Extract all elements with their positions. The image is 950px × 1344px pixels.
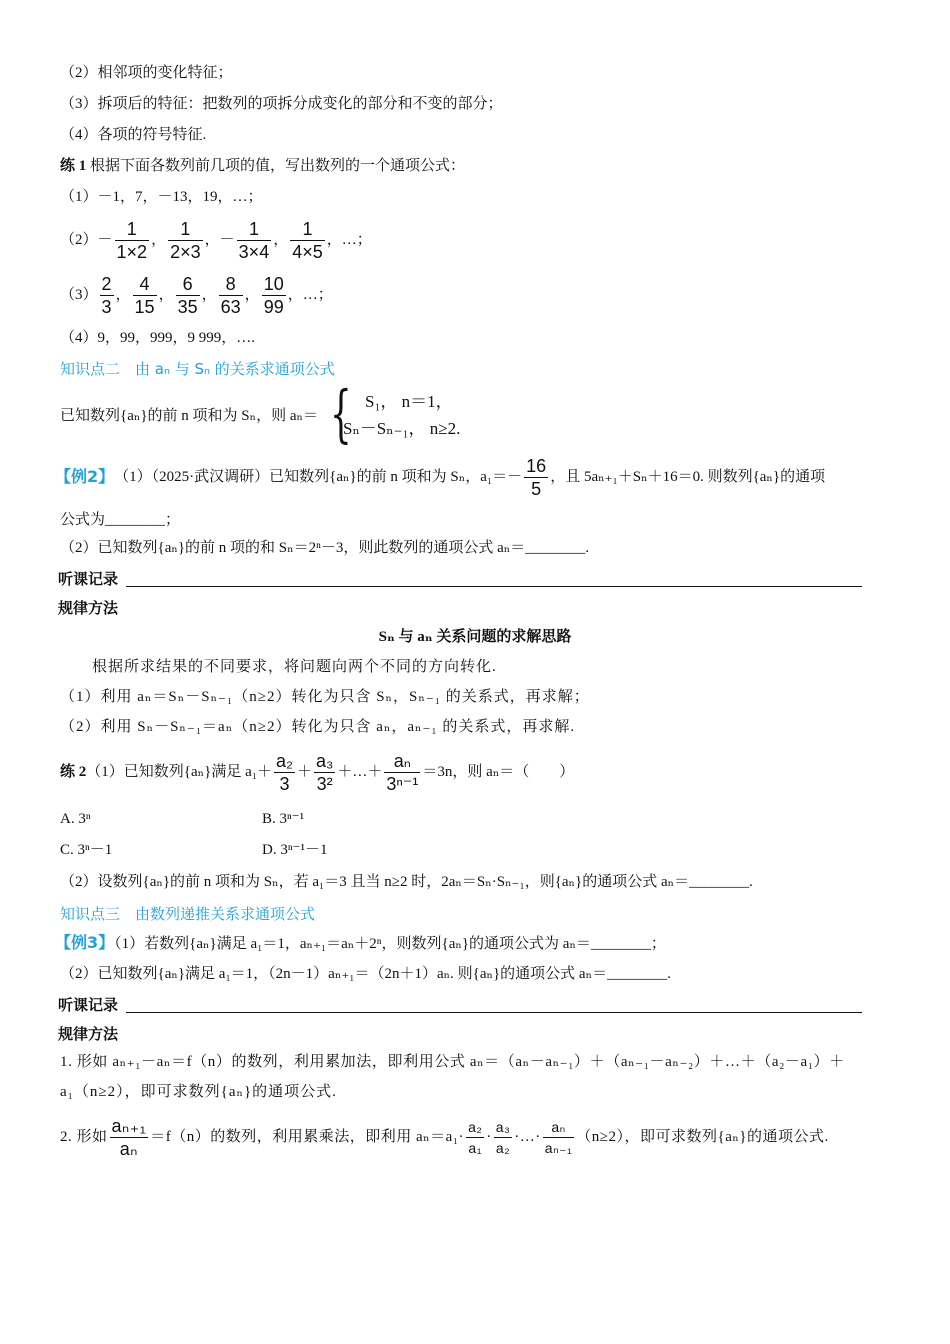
- section-title-kp3: 知识点三 由数列递推关系求通项公式: [60, 905, 316, 923]
- method-line: 根据所求结果的不同要求，将问题向两个不同的方向转化.: [92, 659, 497, 675]
- example-label: 【例3】: [55, 933, 115, 952]
- practice-2-part-2: （2）设数列{aₙ}的前 n 项和为 Sₙ，若 a₁＝3 且当 n≥2 时，2aₙ＝Sₙ·Sₙ₋₁，则{aₙ}的通项公式 aₙ＝________.: [60, 874, 753, 890]
- fraction: [115, 218, 150, 263]
- separator: ，: [115, 287, 131, 303]
- option-d[interactable]: D. 3ⁿ⁻¹－1: [262, 842, 328, 858]
- fraction-list: [98, 273, 288, 318]
- fraction: [110, 1115, 149, 1160]
- example-2-line-1: [55, 455, 825, 499]
- practice-text: （1）已知数列{aₙ}满足 a₁＋: [86, 764, 272, 780]
- fraction: [100, 273, 114, 318]
- practice-2-line-1: [60, 749, 574, 795]
- fraction: [168, 218, 203, 263]
- fraction: [543, 1117, 574, 1158]
- method-text: ＝f（n）的数列，利用累乘法，即利用 aₙ＝a₁·: [150, 1129, 465, 1145]
- practice-text: ＋…＋: [337, 764, 383, 780]
- example-text: （1）（2025·武汉调研）已知数列{aₙ}的前 n 项和为 Sₙ，a₁＝－: [114, 469, 523, 485]
- denominator: 35: [177, 296, 198, 317]
- minus-sign: －: [219, 232, 235, 248]
- separator: ，: [151, 232, 167, 248]
- question-2: [60, 216, 372, 264]
- fraction: [176, 273, 200, 318]
- denominator: a₁: [466, 1137, 484, 1158]
- denominator: a₂: [494, 1137, 513, 1158]
- example-text: ，且 5aₙ₊₁＋Sₙ＋16＝0. 则数列{aₙ}的通项: [550, 469, 826, 485]
- method-line: （1）利用 aₙ＝Sₙ－Sₙ₋₁（n≥2）转化为只含 Sₙ，Sₙ₋₁ 的关系式，再求解；: [60, 689, 590, 705]
- method-text: （n≥2），即可求数列{aₙ}的通项公式.: [576, 1129, 829, 1145]
- numerator: 10: [263, 273, 284, 294]
- question-prefix: （3）: [60, 287, 98, 303]
- numerator: aₙ₊₁: [111, 1115, 147, 1136]
- numerator: 4: [139, 273, 150, 294]
- numerator: 1: [302, 218, 313, 239]
- practice-text: ＝3n，则 aₙ＝（ ）: [422, 764, 575, 780]
- separator: ，: [204, 232, 220, 248]
- minus-sign: －: [97, 232, 113, 248]
- numerator: 8: [225, 273, 236, 294]
- method-line: a₁（n≥2），即可求数列{aₙ}的通项公式.: [60, 1084, 337, 1100]
- question-4: （4）9，99，999，9 999，….: [60, 330, 256, 346]
- practice-1-heading: [60, 156, 465, 176]
- method-title: 规律方法: [58, 599, 119, 617]
- method-title: 规律方法: [58, 1025, 119, 1043]
- example-2-line-2: 公式为________；: [60, 512, 181, 528]
- numerator: a₂: [275, 750, 293, 771]
- numerator: 1: [248, 218, 259, 239]
- numerator: 6: [182, 273, 193, 294]
- text-line: （3）拆项后的特征：把数列的项拆分成变化的部分和不变的部分；: [60, 96, 503, 112]
- numerator: 1: [126, 218, 137, 239]
- example-2-part-2: （2）已知数列{aₙ}的前 n 项的和 Sₙ＝2ⁿ－3，则此数列的通项公式 aₙ＝________.: [60, 540, 590, 556]
- method-line-3: [60, 1112, 829, 1162]
- numerator: aₙ: [393, 750, 411, 771]
- plus-sign: ＋: [296, 764, 312, 780]
- fraction: [133, 273, 157, 318]
- question-1: （1）－1，7，－13，19，…；: [60, 189, 263, 205]
- denominator: 99: [263, 296, 284, 317]
- practice-label: 练 1: [60, 158, 87, 174]
- piecewise-formula-prefix: 已知数列{aₙ}的前 n 项和为 Sₙ，则 aₙ＝: [60, 408, 319, 424]
- fraction: [262, 273, 286, 318]
- section-title-kp2: 知识点二 由 aₙ 与 Sₙ 的关系求通项公式: [60, 360, 335, 378]
- fraction-list: [98, 218, 327, 263]
- numerator: a₃: [495, 1118, 511, 1135]
- numerator: 16: [526, 455, 547, 476]
- method-line: 1. 形如 aₙ₊₁－aₙ＝f（n）的数列，利用累加法，即利用公式 aₙ＝（aₙ－aₙ₋₁）＋（aₙ₋₁－aₙ₋₂）＋…＋（a₂－a₁）＋: [60, 1054, 845, 1070]
- fraction: [290, 218, 325, 263]
- fraction: [219, 273, 243, 318]
- fraction: [524, 455, 548, 500]
- fraction: [384, 750, 420, 795]
- notes-underline[interactable]: [126, 1012, 862, 1013]
- numerator: a₂: [468, 1118, 483, 1135]
- method-text: ·…·: [514, 1129, 541, 1145]
- fraction: [314, 750, 335, 795]
- separator: ，: [158, 287, 174, 303]
- separator: ，: [244, 287, 260, 303]
- text-line: （4）各项的符号特征.: [60, 127, 207, 143]
- fraction: [237, 218, 272, 263]
- question-suffix: ，…；: [326, 232, 372, 248]
- dot: ·: [486, 1129, 492, 1145]
- denominator: 3ⁿ⁻¹: [386, 773, 419, 794]
- example-label: 【例2】: [55, 467, 115, 486]
- question-3: [60, 271, 333, 319]
- fraction: [466, 1117, 484, 1158]
- example-text: （1）若数列{aₙ}满足 a₁＝1，aₙ₊₁＝aₙ＋2ⁿ，则数列{aₙ}的通项公式为 aₙ＝________；: [114, 936, 666, 952]
- fraction: [494, 1117, 513, 1158]
- notes-label: 听课记录: [58, 996, 119, 1014]
- notes-label: 听课记录: [58, 570, 119, 588]
- text-line: （2）相邻项的变化特征；: [60, 65, 233, 81]
- practice-label: 练 2: [60, 764, 87, 780]
- denominator: 3²: [314, 772, 335, 795]
- denominator: 3: [274, 772, 295, 795]
- denominator: 1×2: [116, 241, 148, 262]
- method-text: 2. 形如: [60, 1129, 108, 1145]
- fraction: [274, 750, 295, 795]
- separator: ，: [201, 287, 217, 303]
- denominator: aₙ: [110, 1137, 149, 1160]
- option-c[interactable]: C. 3ⁿ－1: [60, 842, 113, 858]
- left-brace: {: [330, 377, 352, 450]
- piecewise-case-2: Sₙ－Sₙ₋₁， n≥2.: [343, 419, 461, 438]
- example-3-part-2: （2）已知数列{aₙ}满足 a₁＝1，（2n－1）aₙ₊₁＝（2n＋1）aₙ. 则{aₙ}的通项公式 aₙ＝________.: [60, 966, 671, 982]
- denominator: 5: [524, 477, 548, 500]
- numerator: 2: [101, 273, 112, 294]
- practice-text: 根据下面各数列前几项的值，写出数列的一个通项公式：: [90, 158, 466, 174]
- example-3-part-1: [55, 933, 666, 954]
- method-subtitle: Sₙ 与 aₙ 关系问题的求解思路: [378, 629, 572, 645]
- question-prefix: （2）: [60, 232, 98, 248]
- separator: ，: [273, 232, 289, 248]
- denominator: 2×3: [170, 241, 201, 262]
- denominator: 3×4: [238, 241, 270, 262]
- denominator: 15: [134, 296, 155, 317]
- option-b[interactable]: B. 3ⁿ⁻¹: [262, 811, 305, 827]
- question-suffix: ，…；: [287, 287, 333, 303]
- denominator: 3: [101, 296, 112, 317]
- piecewise-case-1: S₁， n＝1，: [365, 392, 453, 411]
- numerator: a₃: [315, 750, 334, 771]
- denominator: 63: [220, 296, 241, 317]
- notes-underline[interactable]: [126, 586, 862, 587]
- denominator: aₙ₋₁: [543, 1137, 574, 1158]
- method-line: （2）利用 Sₙ－Sₙ₋₁＝aₙ（n≥2）转化为只含 aₙ，aₙ₋₁ 的关系式，再求解.: [60, 719, 576, 735]
- numerator: 1: [180, 218, 191, 239]
- denominator: 4×5: [292, 241, 323, 262]
- numerator: aₙ: [551, 1118, 566, 1135]
- option-a[interactable]: A. 3ⁿ: [60, 811, 91, 827]
